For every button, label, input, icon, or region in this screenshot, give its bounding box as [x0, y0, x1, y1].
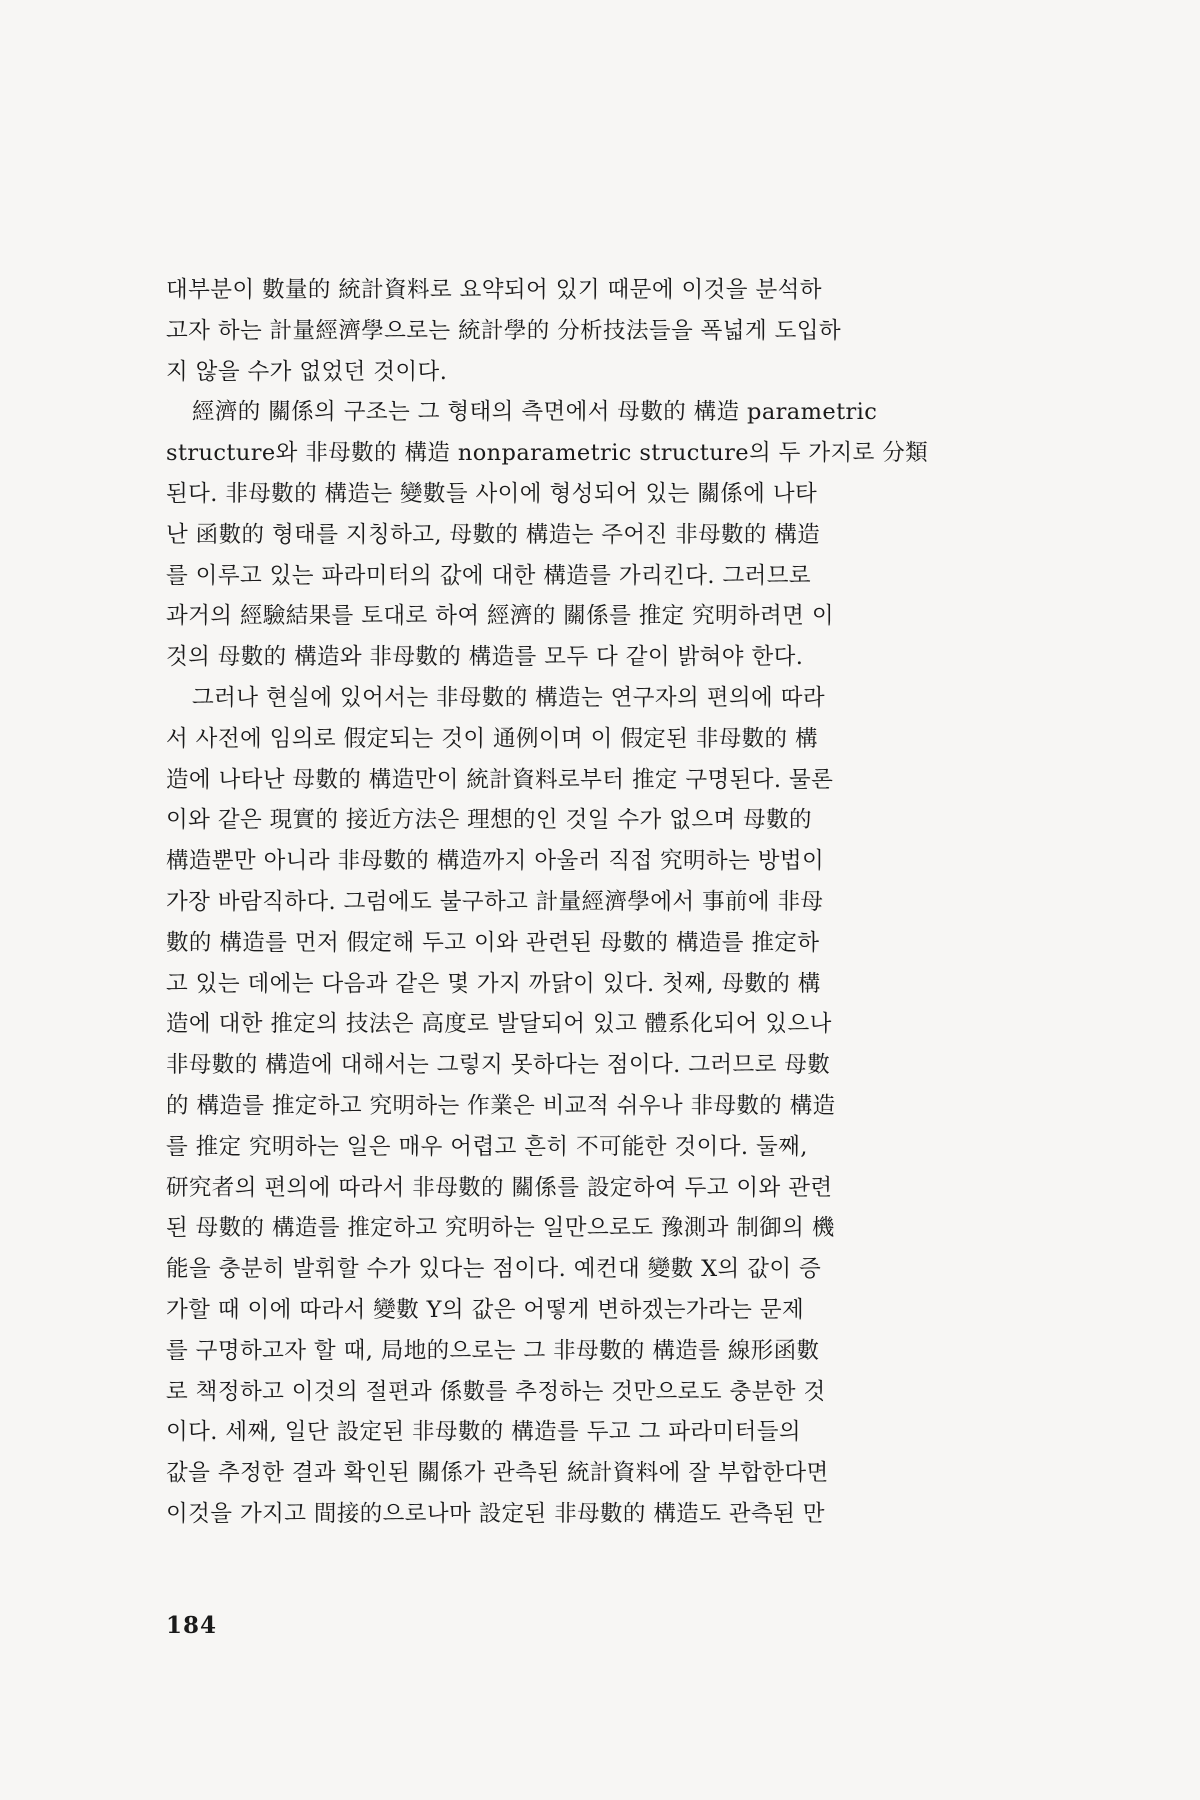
text-line: 고자 하는 計量經濟學으로는 統計學的 分析技法들을 폭넓게 도입하	[166, 317, 842, 344]
text-line: 된 母數的 構造를 推定하고 究明하는 일만으로도 豫測과 制御의 機	[166, 1215, 835, 1242]
text-line: 대부분이 數量的 統計資料로 요약되어 있기 때문에 이것을 분석하	[166, 277, 822, 303]
text-line: 그러나 현실에 있어서는 非母數的 構造는 연구자의 편의에 따라	[192, 684, 825, 711]
text-line: 가할 때 이에 따라서 變數 Y의 값은 어떻게 변하겠는가라는 문제	[166, 1296, 805, 1323]
body-text	[166, 270, 1008, 1535]
text-line: 的 構造를 推定하고 究明하는 作業은 비교적 쉬우나 非母數的 構造	[166, 1092, 836, 1119]
text-line: 난 函數的 형태를 지칭하고, 母數的 構造는 주어진 非母數的 構造	[166, 521, 821, 548]
paragraph-3	[166, 678, 1008, 1535]
text-line: structure와 非母數的 構造 nonparametric structure의 두 가지로 分類	[166, 440, 929, 467]
text-line: 研究者의 편의에 따라서 非母數的 關係를 設定하여 두고 이와 관련	[166, 1174, 833, 1201]
text-line: 값을 추정한 결과 확인된 關係가 관측된 統計資料에 잘 부합한다면	[166, 1460, 829, 1487]
text-line: 이것을 가지고 間接的으로나마 設定된 非母數的 構造도 관측된 만	[166, 1500, 825, 1527]
text-line: 된다. 非母數的 構造는 變數들 사이에 형성되어 있는 關係에 나타	[166, 480, 818, 507]
page-number: 184	[166, 1612, 218, 1639]
text-line: 이와 같은 現實的 接近方法은 理想的인 것일 수가 없으며 母數的	[166, 807, 812, 834]
text-line: 이다. 세째, 일단 設定된 非母數的 構造를 두고 그 파라미터들의	[166, 1419, 802, 1446]
text-line: 서 사전에 임의로 假定되는 것이 通例이며 이 假定된 非母數的 構	[166, 725, 818, 752]
text-line: 數的 構造를 먼저 假定해 두고 이와 관련된 母數的 構造를 推定하	[166, 929, 820, 956]
text-line: 것의 母數的 構造와 非母數的 構造를 모두 다 같이 밝혀야 한다.	[166, 644, 804, 671]
text-line: 造에 대한 推定의 技法은 高度로 발달되어 있고 體系化되어 있으나	[166, 1011, 832, 1038]
text-line: 를 구명하고자 할 때, 局地的으로는 그 非母數的 構造를 線形函數	[166, 1337, 820, 1364]
text-line: 로 책정하고 이것의 절편과 係數를 추정하는 것만으로도 충분한 것	[166, 1378, 826, 1405]
text-line: 가장 바람직하다. 그럼에도 불구하고 計量經濟學에서 事前에 非母	[166, 888, 824, 915]
paragraph-1	[166, 270, 1008, 392]
text-line: 를 推定 究明하는 일은 매우 어렵고 흔히 不可能한 것이다. 둘째,	[166, 1133, 808, 1160]
text-line: 經濟的 關係의 구조는 그 형태의 측면에서 母數的 構造 parametric	[192, 399, 878, 426]
text-line: 고 있는 데에는 다음과 같은 몇 가지 까닭이 있다. 첫째, 母數的 構	[166, 970, 821, 997]
paragraph-2	[166, 392, 1008, 678]
text-line: 를 이루고 있는 파라미터의 값에 대한 構造를 가리킨다. 그러므로	[166, 562, 812, 589]
text-line: 構造뿐만 아니라 非母數的 構造까지 아울러 직접 究明하는 방법이	[166, 848, 825, 875]
text-line: 造에 나타난 母數的 構造만이 統計資料로부터 推定 구명된다. 물론	[166, 766, 834, 793]
text-line: 과거의 經驗結果를 토대로 하여 經濟的 關係를 推定 究明하려면 이	[166, 603, 835, 630]
text-line: 지 않을 수가 없었던 것이다.	[166, 358, 448, 385]
text-line: 非母數的 構造에 대해서는 그렇지 못하다는 점이다. 그러므로 母數	[166, 1052, 831, 1079]
text-line: 能을 충분히 발휘할 수가 있다는 점이다. 예컨대 變數 X의 값이 증	[166, 1256, 822, 1283]
